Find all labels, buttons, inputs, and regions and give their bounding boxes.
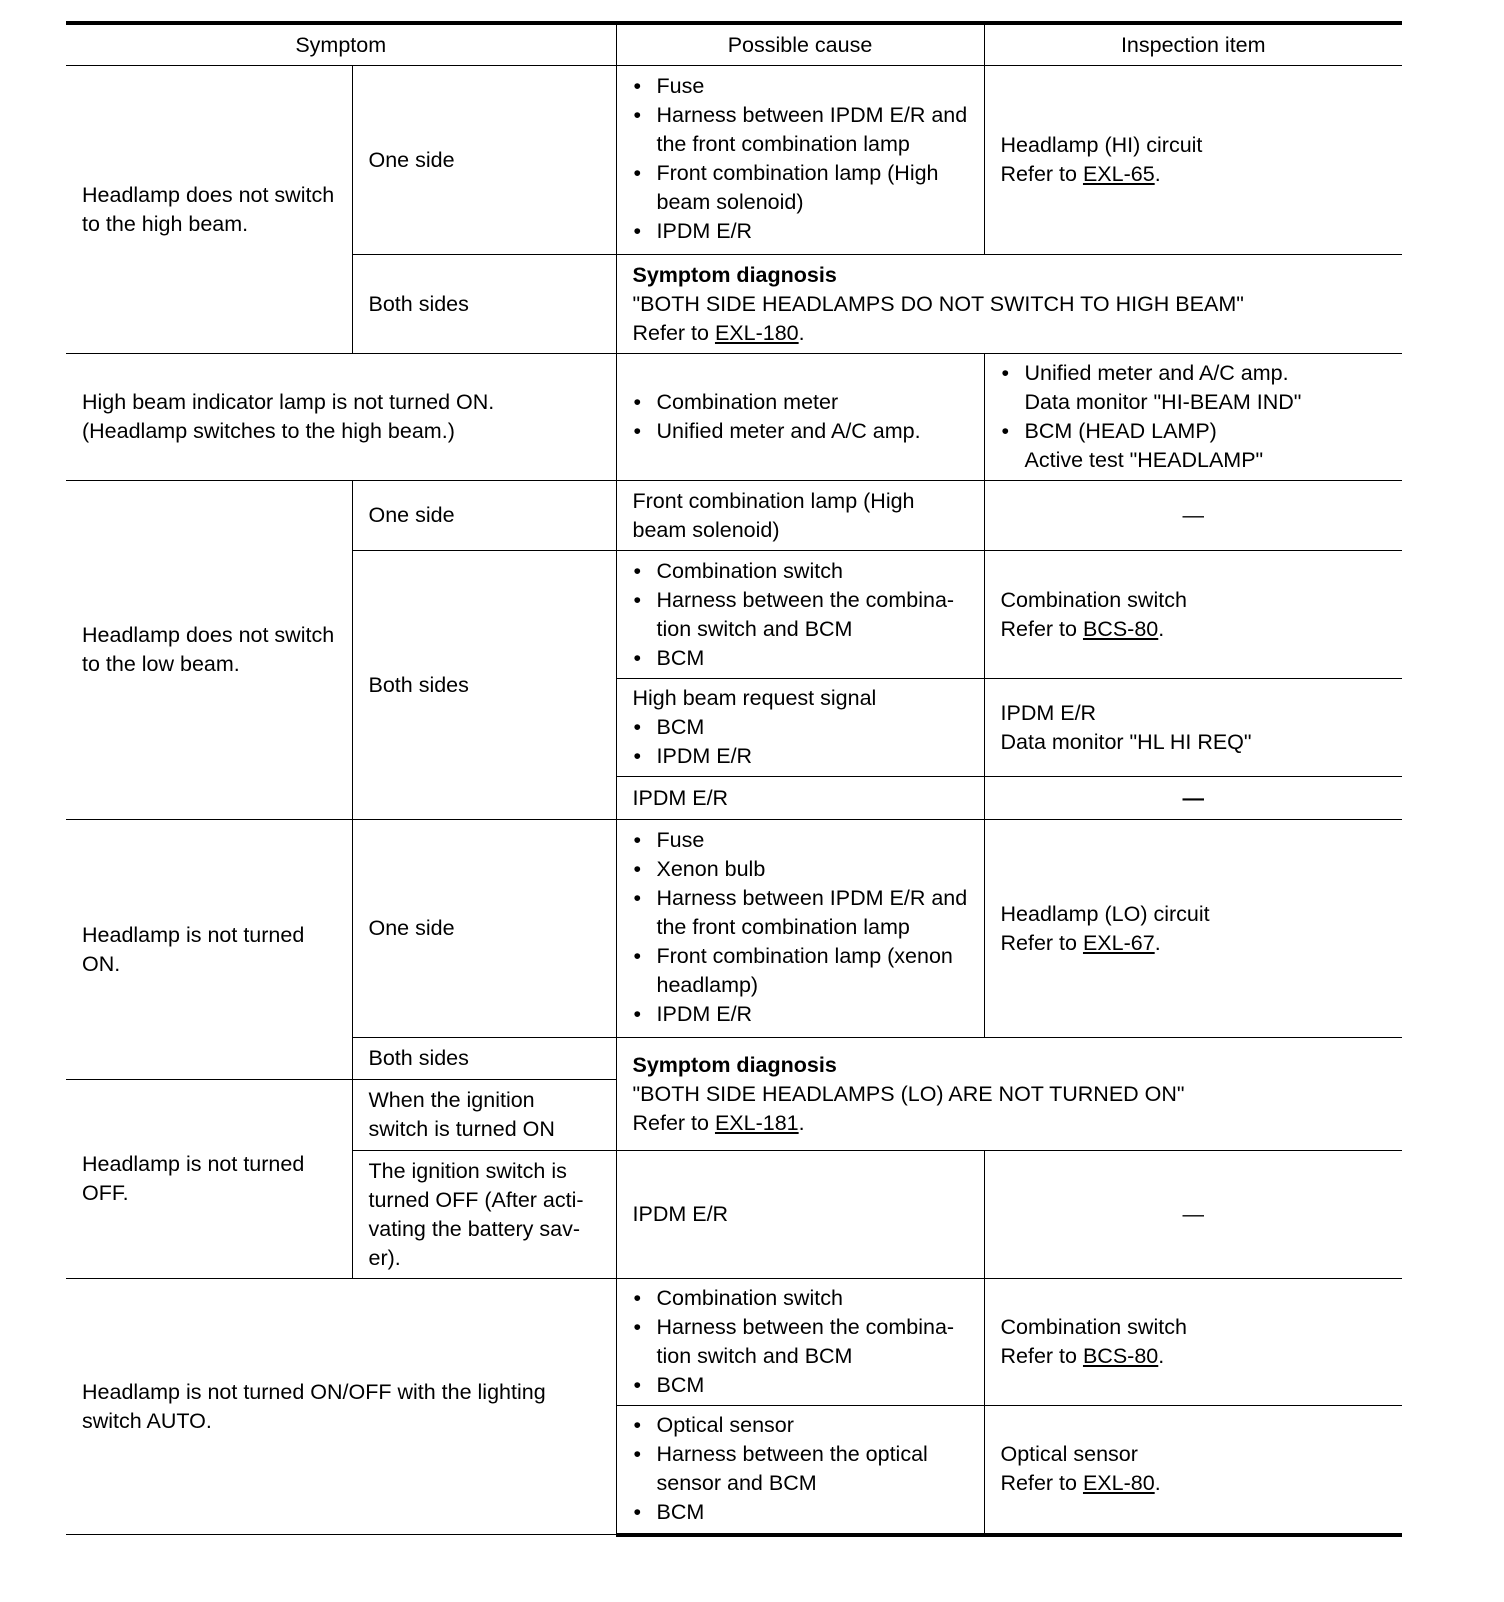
header-possible-cause: Possible cause (616, 23, 984, 66)
header-symptom: Symptom (66, 23, 616, 66)
cause-list (633, 713, 968, 771)
side-cell: One side (352, 481, 616, 551)
reference-link[interactable]: EXL-80 (1082, 1471, 1155, 1496)
list-item: • Optical sensor (633, 1411, 968, 1440)
reference-link[interactable]: BCS-80 (1082, 616, 1159, 641)
refer-to-label: Refer to (1000, 616, 1077, 641)
symptom-line: (Headlamp switches to the high beam.) (82, 419, 455, 443)
side-cell: Both sides (352, 255, 616, 354)
side-cell: Both sides (352, 1038, 616, 1080)
condition-cell: The ignition switch is turned OFF (After acti-vating the battery sav-er). (352, 1151, 616, 1279)
inspection-cell: Headlamp (LO) circuit Refer to EXL-67. (984, 820, 1402, 1038)
inspection-title: Combination switch (1000, 587, 1187, 612)
list-item: • Harness between IPDM E/R and the front combination lamp (633, 101, 968, 159)
inspection-cell (984, 354, 1402, 481)
symptom-diagnosis-cell: Symptom diagnosis "BOTH SIDE HEADLAMPS DO NOT SWITCH TO HIGH BEAM" Refer to EXL-180. (616, 255, 1402, 354)
list-item: • Xenon bulb (633, 855, 968, 884)
cause-cell: Front combination lamp (High beam solenoid) (616, 481, 984, 551)
refer-to-label: Refer to (1000, 930, 1077, 955)
inspection-title: IPDM E/R (1000, 700, 1097, 725)
inspection-title: Headlamp (HI) circuit (1000, 133, 1203, 157)
side-cell: Both sides (352, 551, 616, 820)
refer-to-label: Refer to (1000, 1471, 1077, 1496)
table-row (66, 481, 1402, 551)
refer-to-label: Refer to (1000, 162, 1077, 186)
condition-cell: When the ignition switch is turned ON (352, 1080, 616, 1151)
inspection-title: Headlamp (LO) circuit (1000, 901, 1210, 926)
inspection-detail: Data monitor "HL HI REQ" (1000, 729, 1252, 754)
inspection-cell: — (984, 481, 1402, 551)
header-row (66, 23, 1402, 66)
cause-list (633, 557, 968, 673)
list-item: • Unified meter and A/C amp. Data monitor "HI-BEAM IND" (1001, 359, 1387, 417)
cause-list (633, 826, 968, 1029)
cause-cell (616, 679, 984, 777)
table-row (66, 820, 1402, 1038)
list-item: • BCM (633, 644, 968, 673)
symptom-diagnosis-text: "BOTH SIDE HEADLAMPS (LO) ARE NOT TURNED ON" (632, 1081, 1185, 1106)
symptom-cell: Headlamp is not turned ON. (66, 820, 352, 1080)
cause-cell (616, 1406, 984, 1535)
list-item: • Harness between the combina-tion switch and BCM (633, 586, 968, 644)
cause-list (633, 1284, 968, 1400)
list-item: • Harness between IPDM E/R and the front combination lamp (633, 884, 968, 942)
symptom-line: High beam indicator lamp is not turned ON. (82, 390, 495, 414)
symptom-cell: Headlamp does not switch to the low beam. (66, 481, 352, 820)
list-item: • BCM (633, 713, 968, 742)
symptom-cell (66, 354, 616, 481)
cause-title: High beam request signal (632, 686, 877, 710)
cause-cell (616, 1279, 984, 1406)
list-item: • Combination meter (633, 388, 968, 417)
inspection-cell: Optical sensor Refer to EXL-80. (984, 1406, 1402, 1535)
list-item: • BCM (633, 1371, 968, 1400)
reference-link[interactable]: EXL-65 (1082, 162, 1155, 186)
symptom-cell: Headlamp is not turned OFF. (66, 1080, 352, 1279)
symptom-cell: Headlamp is not turned ON/OFF with the lighting switch AUTO. (66, 1279, 616, 1535)
list-item: • Front combination lamp (xenon headlamp) (633, 942, 968, 1000)
reference-link[interactable]: EXL-181 (714, 1110, 799, 1135)
list-item: • Harness between the optical sensor and BCM (633, 1440, 968, 1498)
table-row (66, 354, 1402, 481)
symptom-cell: Headlamp does not switch to the high beam. (66, 66, 352, 354)
refer-to-label: Refer to (1000, 1344, 1077, 1368)
reference-link[interactable]: EXL-67 (1082, 930, 1155, 955)
cause-cell (616, 551, 984, 679)
list-item: • BCM (633, 1498, 968, 1527)
inspection-cell: Headlamp (HI) circuit Refer to EXL-65. (984, 66, 1402, 255)
inspection-cell (984, 679, 1402, 777)
side-cell: One side (352, 66, 616, 255)
header-inspection-item: Inspection item (984, 23, 1402, 66)
side-cell: One side (352, 820, 616, 1038)
list-item: • IPDM E/R (633, 217, 968, 246)
diagnosis-table (66, 21, 1402, 1537)
list-item: • Combination switch (633, 557, 968, 586)
table-row (66, 1279, 1402, 1406)
symptom-diagnosis-heading: Symptom diagnosis (632, 262, 837, 287)
cause-cell (616, 354, 984, 481)
refer-to-label: Refer to (632, 320, 709, 345)
list-item: • Unified meter and A/C amp. (633, 417, 968, 446)
list-item: • IPDM E/R (633, 1000, 968, 1029)
inspection-list (1001, 359, 1387, 475)
symptom-diagnosis-heading: Symptom diagnosis (632, 1052, 837, 1077)
cause-cell (616, 820, 984, 1038)
reference-link[interactable]: EXL-180 (714, 320, 799, 345)
list-item: • Combination switch (633, 1284, 968, 1313)
symptom-diagnosis-text: "BOTH SIDE HEADLAMPS DO NOT SWITCH TO HIGH BEAM" (632, 291, 1244, 316)
cause-cell (616, 66, 984, 255)
reference-link[interactable]: BCS-80 (1082, 1344, 1159, 1368)
list-item: • Fuse (633, 72, 968, 101)
refer-to-label: Refer to (632, 1110, 709, 1135)
cause-list (633, 388, 968, 446)
list-item: • Front combination lamp (High beam solenoid) (633, 159, 968, 217)
inspection-title: Optical sensor (1000, 1442, 1138, 1467)
inspection-cell: — (984, 777, 1402, 820)
list-item: • IPDM E/R (633, 742, 968, 771)
inspection-cell: Combination switch Refer to BCS-80. (984, 551, 1402, 679)
list-item: • BCM (HEAD LAMP) Active test "HEADLAMP" (1001, 417, 1387, 475)
cause-cell: IPDM E/R (616, 777, 984, 820)
symptom-diagnosis-cell: Symptom diagnosis "BOTH SIDE HEADLAMPS (LO) ARE NOT TURNED ON" Refer to EXL-181. (616, 1038, 1402, 1151)
cause-list (633, 72, 968, 246)
inspection-cell: Combination switch Refer to BCS-80. (984, 1279, 1402, 1406)
table-row (66, 66, 1402, 255)
inspection-cell: — (984, 1151, 1402, 1279)
inspection-title: Combination switch (1000, 1315, 1187, 1339)
cause-cell: IPDM E/R (616, 1151, 984, 1279)
list-item: • Fuse (633, 826, 968, 855)
list-item: • Harness between the combina-tion switch and BCM (633, 1313, 968, 1371)
cause-list (633, 1411, 968, 1527)
